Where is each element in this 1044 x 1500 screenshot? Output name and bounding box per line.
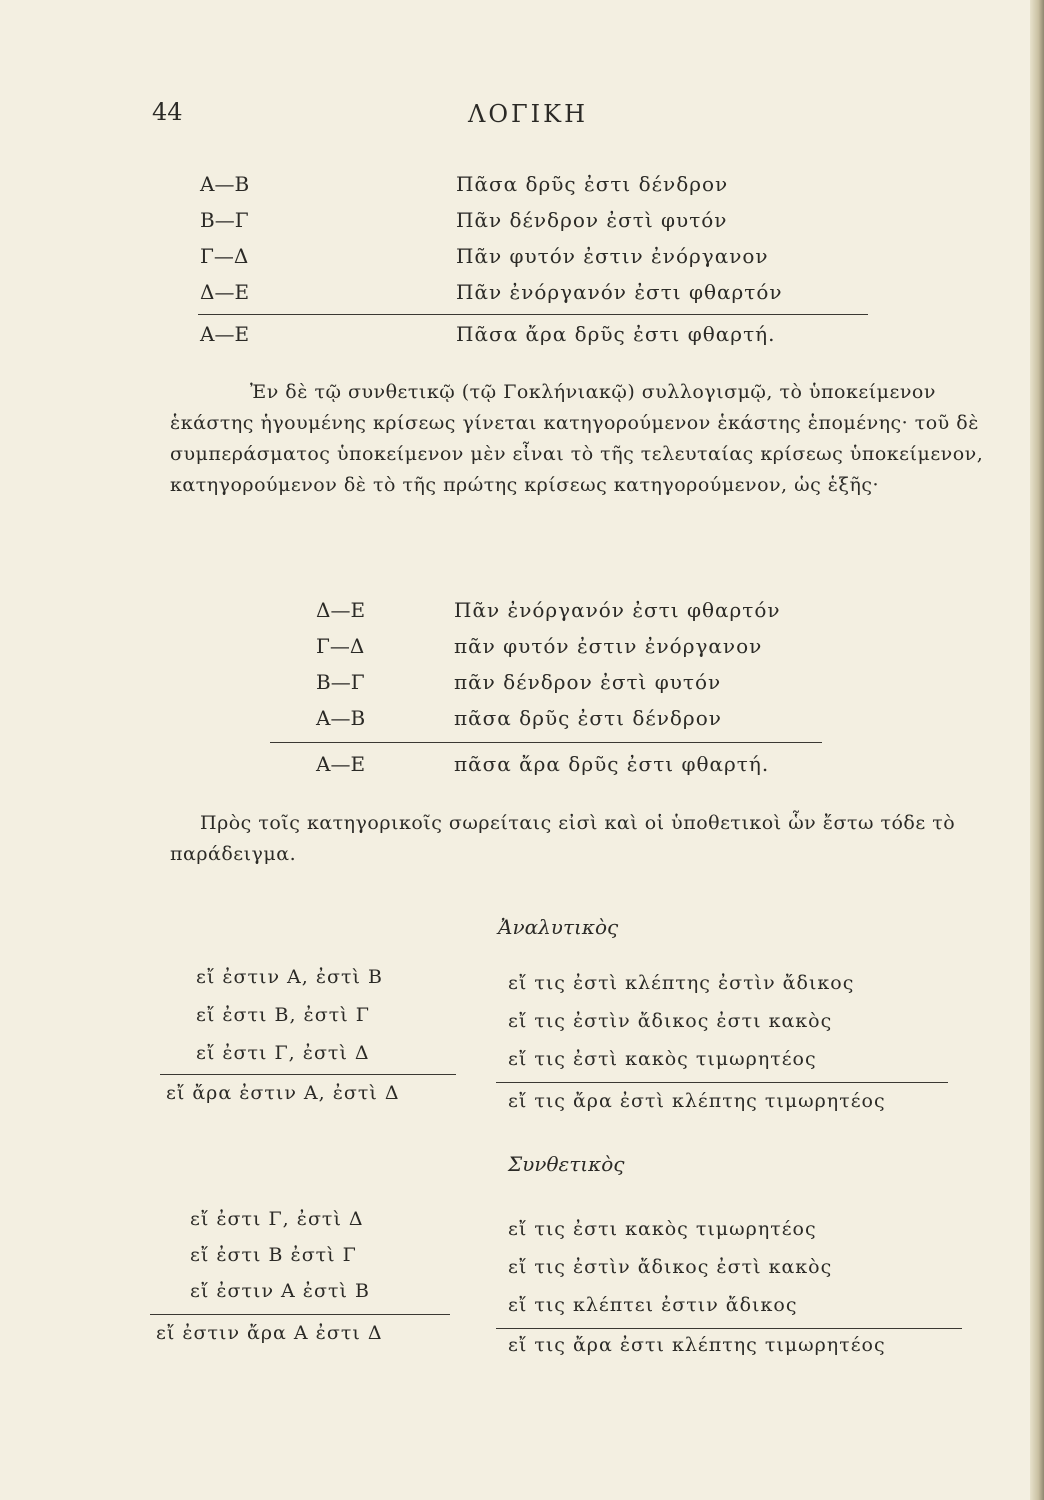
premise: εἴ ἐστι Β, ἐστὶ Γ	[196, 1004, 370, 1026]
row-proposition: πᾶν φυτόν ἐστιν ἐνόργανον	[454, 634, 763, 658]
premise: εἴ τις ἐστὶν ἄδικος ἐστὶ κακὸς	[508, 1256, 833, 1278]
page-title: ΛΟΓΙΚΗ	[468, 100, 588, 128]
row-proposition: Πᾶν ἐνόργανόν ἐστι φθαρτόν	[454, 598, 781, 622]
conclusion-proposition: πᾶσα ἄρα δρῦς ἐστι φθαρτή.	[454, 752, 770, 776]
synthetic-heading: Συνθετικὸς	[508, 1152, 625, 1176]
row-label: Δ—Ε	[316, 598, 366, 622]
premise: εἴ ἐστιν Α ἐστὶ Β	[190, 1280, 370, 1302]
premise: εἴ τις ἐστὶ κακὸς τιμωρητέος	[508, 1048, 817, 1070]
premise: εἴ τις κλέπτει ἐστιν ἄδικος	[508, 1294, 798, 1316]
row-proposition: πᾶσα δρῦς ἐστι δένδρον	[454, 706, 722, 730]
row-proposition: Πᾶσα δρῦς ἐστι δένδρον	[456, 172, 729, 196]
row-proposition: πᾶν δένδρον ἐστὶ φυτόν	[454, 670, 722, 694]
conclusion: εἴ τις ἄρα ἐστι κλέπτης τιμωρητέος	[508, 1334, 886, 1356]
row-proposition: Πᾶν φυτόν ἐστιν ἐνόργανον	[456, 244, 769, 268]
row-proposition: Πᾶν ἐνόργανόν ἐστι φθαρτόν	[456, 280, 783, 304]
conclusion-rule	[150, 1314, 450, 1315]
premise: εἴ τις ἐστὶ κλέπτης ἐστὶν ἄδικος	[508, 972, 855, 994]
conclusion-rule	[496, 1082, 948, 1083]
row-label: Β—Γ	[200, 208, 249, 232]
paragraph-synthetic-sorites: Ἐν δὲ τῷ συνθετικῷ (τῷ Γοκλήνιακῷ) συλλογισμῷ, τὸ ὑποκείμενον ἑκάστης ἡγουμένης κρίσεως γίνεται κατηγορούμενον ἑκάστης ἑπομένης· τοῦ δὲ συμπεράσματος ὑποκείμενον μὲν εἶναι τὸ τῆς τελευταίας κρίσεως ὑποκείμενον, κατηγορούμενον δὲ τὸ τῆς πρώτης κρίσεως κατηγορούμενον, ὡς ἑξῆς·	[170, 381, 984, 496]
row-label: Γ—Δ	[200, 244, 249, 268]
premise: εἴ ἐστι Γ, ἐστὶ Δ	[196, 1042, 370, 1064]
premise: εἴ τις ἐστὶν ἄδικος ἐστι κακὸς	[508, 1010, 833, 1032]
row-label: Α—Β	[200, 172, 250, 196]
conclusion-label: Α—Ε	[200, 322, 250, 346]
paragraph-hypothetical-sorites: Πρὸς τοῖς κατηγορικοῖς σωρείταις εἰσὶ καὶ οἱ ὑποθετικοὶ ὧν ἔστω τόδε τὸ παράδειγμα.	[170, 812, 956, 865]
row-label: Γ—Δ	[316, 634, 365, 658]
row-proposition: Πᾶν δένδρον ἐστὶ φυτόν	[456, 208, 728, 232]
page-number: 44	[152, 98, 183, 126]
conclusion-rule	[198, 314, 868, 315]
conclusion: εἴ ἐστιν ἄρα Α ἐστι Δ	[156, 1322, 383, 1344]
conclusion-rule	[496, 1328, 962, 1329]
analytic-heading: Ἀναλυτικὸς	[498, 915, 619, 939]
row-label: Β—Γ	[316, 670, 365, 694]
row-label: Α—Β	[316, 706, 366, 730]
premise: εἴ ἐστι Γ, ἐστὶ Δ	[190, 1208, 364, 1230]
conclusion: εἴ τις ἄρα ἐστὶ κλέπτης τιμωρητέος	[508, 1090, 886, 1112]
premise: εἴ ἐστι Β ἐστὶ Γ	[190, 1244, 357, 1266]
premise: εἴ ἐστιν Α, ἐστὶ Β	[196, 966, 383, 988]
conclusion-proposition: Πᾶσα ἄρα δρῦς ἐστι φθαρτή.	[456, 322, 776, 346]
conclusion: εἴ ἄρα ἐστιν Α, ἐστὶ Δ	[166, 1082, 400, 1104]
conclusion-rule	[270, 742, 822, 743]
premise: εἴ τις ἐστι κακὸς τιμωρητέος	[508, 1218, 817, 1240]
row-label: Δ—Ε	[200, 280, 250, 304]
conclusion-rule	[160, 1074, 456, 1075]
conclusion-label: Α—Ε	[316, 752, 366, 776]
page-edge	[1030, 0, 1044, 1500]
